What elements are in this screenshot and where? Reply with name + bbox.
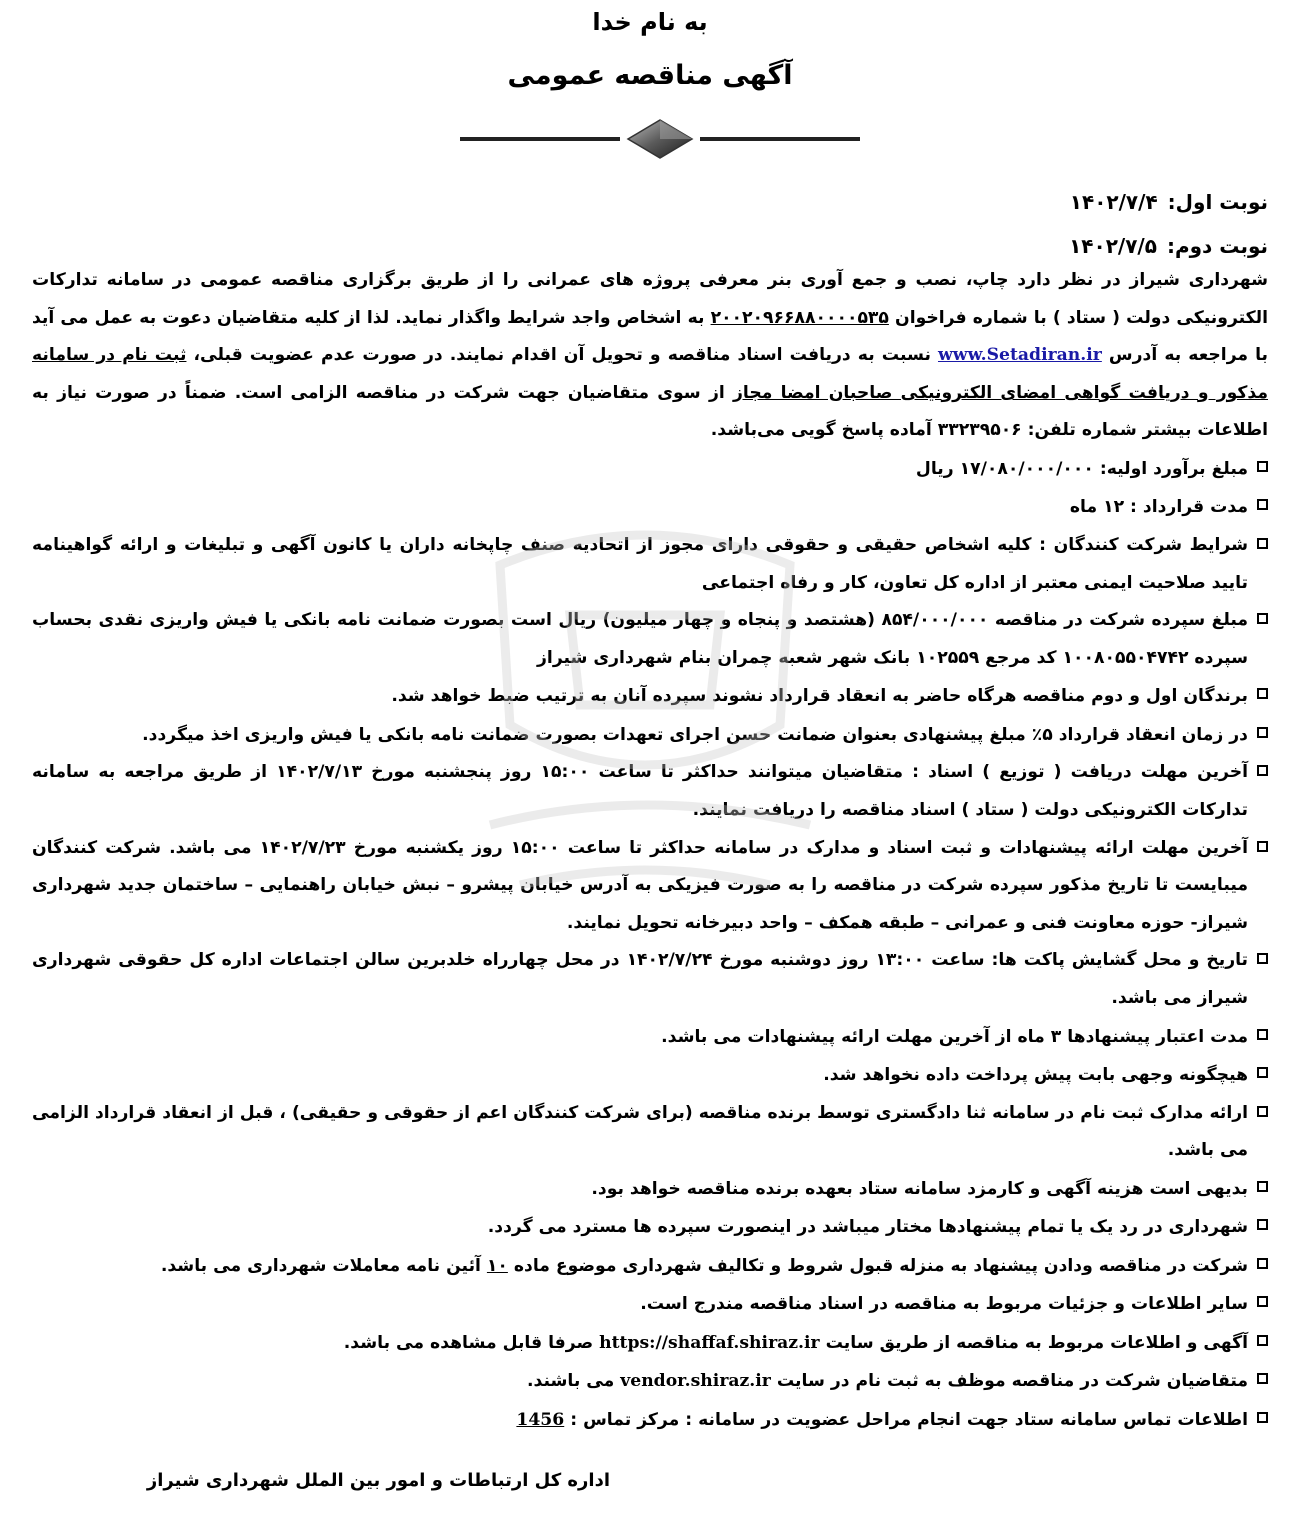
- list-item-guarantee: در زمان انعقاد قرارداد ۵٪ مبلغ پیشنهادی بعنوان ضمانت حسن اجرای تعهدات بصورت ضمانت نامه بانکی یا فیش واریزی اخذ میگردد.: [32, 716, 1268, 755]
- list-item-vendor: متقاضیان شرکت در مناقصه موظف به ثبت نام در سایت vendor.shiraz.ir می باشند.: [32, 1362, 1268, 1401]
- article-number: ۱۰: [486, 1255, 508, 1276]
- conditions-list: [32, 450, 1268, 1439]
- list-item-validity: مدت اعتبار پیشنهادها ۳ ماه از آخرین مهلت ارائه پیشنهادات می باشد.: [32, 1018, 1268, 1057]
- checkbox-bullet-icon: [1257, 727, 1268, 738]
- checkbox-bullet-icon: [1257, 1335, 1268, 1346]
- list-item-conditions: شرایط شرکت کنندگان : کلیه اشخاص حقیقی و حقوقی دارای مجوز از اتحادیه صنف چاپخانه داران یا کانون آگهی و تبلیغات و ارائه گواهینامه تایید صلاحیت ایمنی معتبر از اداره کل تعاون، کار و رفاه اجتماعی: [32, 527, 1268, 602]
- bismillah-heading: به نام خدا: [592, 8, 708, 36]
- first-turn-date: ۱۴۰۲/۷/۴: [1069, 190, 1158, 214]
- checkbox-bullet-icon: [1257, 613, 1268, 624]
- registration-requirement: ثبت نام در سامانه مذکور و دریافت گواهی امضای الکترونیکی صاحبان امضا مجاز: [32, 345, 1269, 403]
- checkbox-bullet-icon: [1257, 499, 1268, 510]
- tender-subject: چاپ، نصب و جمع آوری بنر معرفی پروژه های عمرانی: [527, 270, 1009, 290]
- checkbox-bullet-icon: [1257, 1258, 1268, 1269]
- first-turn-label: نوبت اول:: [1167, 190, 1268, 214]
- list-item-opening: تاریخ و محل گشایش پاکت ها: ساعت ۱۳:۰۰ روز دوشنبه مورخ ۱۴۰۲/۷/۲۴ در محل چهارراه خلدبرین سالن اجتماعات اداره کل حقوقی شهرداری شیراز می باشد.: [32, 942, 1268, 1017]
- list-item-estimate: مبلغ برآورد اولیه: ۱۷/۰۸۰/۰۰۰/۰۰۰ ریال: [32, 450, 1268, 489]
- checkbox-bullet-icon: [1257, 1067, 1268, 1078]
- second-turn-label: نوبت دوم:: [1166, 234, 1268, 258]
- checkbox-bullet-icon: [1257, 1181, 1268, 1192]
- shaffaf-site[interactable]: https://shaffaf.shiraz.ir: [599, 1332, 820, 1353]
- publication-turns: [1059, 180, 1268, 268]
- checkbox-bullet-icon: [1257, 841, 1268, 852]
- first-turn: [1059, 180, 1268, 224]
- list-item-deposit: مبلغ سپرده شرکت در مناقصه ۸۵۴/۰۰۰/۰۰۰ (هشتصد و پنجاه و چهار میلیون) ریال است بصورت ضمانت نامه بانکی یا فیش واریزی نقدی بحساب سپرده ۱۰۰۸۰۵۵۰۴۷۴۲ کد مرجع ۱۰۲۵۵۹ بانک شهر شعبه چمران بنام شهرداری شیراز: [32, 602, 1268, 677]
- checkbox-bullet-icon: [1257, 461, 1268, 472]
- list-item-shaffaf: آگهی و اطلاعات مربوط به مناقصه از طریق سایت https://shaffaf.shiraz.ir صرفا قابل مشاهده می باشد.: [32, 1324, 1268, 1363]
- list-item-other-info: سایر اطلاعات و جزئیات مربوط به مناقصه در اسناد مناقصه مندرج است.: [32, 1285, 1268, 1324]
- contact-number: 1456: [516, 1409, 565, 1430]
- call-number: ۲۰۰۲۰۹۶۶۸۸۰۰۰۰۵۳۵: [710, 307, 889, 328]
- signature: اداره کل ارتباطات و امور بین الملل شهرداری شیراز: [146, 1470, 610, 1491]
- list-item-bid-deadline: آخرین مهلت ارائه پیشنهادات و ثبت اسناد و مدارک در سامانه حداکثر تا ساعت ۱۵:۰۰ روز یکشنبه مورخ ۱۴۰۲/۷/۲۳ می باشد. شرکت کنندگان میبایست تا تاریخ مذکور سپرده شرکت در مناقصه را به صورت فیزیکی به آدرس خیابان پیشرو – نبش خیابان راهنمایی – ساختمان جدید شهرداری شیراز- حوزه معاونت فنی و عمرانی – طبقه همکف – واحد دبیرخانه تحویل نمایند.: [32, 830, 1268, 943]
- checkbox-bullet-icon: [1257, 1219, 1268, 1230]
- list-item-duration: مدت قرارداد : ۱۲ ماه: [32, 488, 1268, 527]
- checkbox-bullet-icon: [1257, 538, 1268, 549]
- list-item-contact: اطلاعات تماس سامانه ستاد جهت انجام مراحل عضویت در سامانه : مرکز تماس : 1456: [32, 1401, 1268, 1440]
- checkbox-bullet-icon: [1257, 1373, 1268, 1384]
- checkbox-bullet-icon: [1257, 1029, 1268, 1040]
- list-item-no-prepayment: هیچگونه وجهی بابت پیش پرداخت داده نخواهد شد.: [32, 1056, 1268, 1095]
- page-title: آگهی مناقصه عمومی: [507, 60, 793, 91]
- vendor-site[interactable]: vendor.shiraz.ir: [620, 1371, 771, 1392]
- checkbox-bullet-icon: [1257, 1412, 1268, 1423]
- notice-body: [32, 262, 1268, 1439]
- checkbox-bullet-icon: [1257, 765, 1268, 776]
- setadiran-link[interactable]: www.Setadiran.ir: [937, 345, 1102, 366]
- checkbox-bullet-icon: [1257, 953, 1268, 964]
- list-item-reject: شهرداری در رد یک یا تمام پیشنهادها مختار میباشد در اینصورت سپرده ها مسترد می گردد.: [32, 1208, 1268, 1247]
- list-item-document-deadline: آخرین مهلت دریافت ( توزیع ) اسناد : متقاضیان میتوانند حداکثر تا ساعت ۱۵:۰۰ روز پنجشنبه مورخ ۱۴۰۲/۷/۱۳ از طریق مراجعه به سامانه تدارکات الکترونیکی دولت ( ستاد ) اسناد مناقصه را دریافت نمایند.: [32, 754, 1268, 829]
- checkbox-bullet-icon: [1257, 1296, 1268, 1307]
- second-turn-date: ۱۴۰۲/۷/۵: [1069, 234, 1157, 258]
- intro-paragraph: شهرداری شیراز در نظر دارد چاپ، نصب و جمع آوری بنر معرفی پروژه های عمرانی را از طریق برگزاری مناقصه عمومی در سامانه تدارکات الکترونیکی دولت ( ستاد ) با شماره فراخوان ۲۰۰۲۰۹۶۶۸۸۰۰۰۰۵۳۵ به اشخاص واجد شرایط واگذار نماید. لذا از کلیه متقاضیان دعوت به عمل می آید با مراجعه به آدرس www.Setadiran.ir نسبت به دریافت اسناد مناقصه و تحویل آن اقدام نمایند. در صورت عدم عضویت قبلی، ثبت نام در سامانه مذکور و دریافت گواهی امضای الکترونیکی صاحبان امضا مجاز از سوی متقاضیان جهت شرکت در مناقصه الزامی است. ضمناً در صورت نیاز به اطلاعات بیشتر شماره تلفن: ۳۳۲۳۹۵۰۶ آماده پاسخ گویی می‌باشد.: [32, 270, 1269, 441]
- list-item-article: شرکت در مناقصه ودادن پیشنهاد به منزله قبول شروط و تکالیف شهرداری موضوع ماده ۱۰ آئین نامه معاملات شهرداری می باشد.: [32, 1247, 1268, 1286]
- list-item-sana: ارائه مدارک ثبت نام در سامانه ثنا دادگستری توسط برنده مناقصه (برای شرکت کنندگان اعم از حقوقی و حقیقی) ، قبل از انعقاد قرارداد الزامی می باشد.: [32, 1095, 1268, 1170]
- checkbox-bullet-icon: [1257, 688, 1268, 699]
- ornamental-divider: [460, 118, 860, 162]
- list-item-winners: برندگان اول و دوم مناقصه هرگاه حاضر به انعقاد قرارداد نشوند سپرده آنان به ترتیب ضبط خواهد شد.: [32, 677, 1268, 716]
- list-item-fees: بدیهی است هزینه آگهی و کارمزد سامانه ستاد بعهده برنده مناقصه خواهد بود.: [32, 1170, 1268, 1209]
- checkbox-bullet-icon: [1257, 1106, 1268, 1117]
